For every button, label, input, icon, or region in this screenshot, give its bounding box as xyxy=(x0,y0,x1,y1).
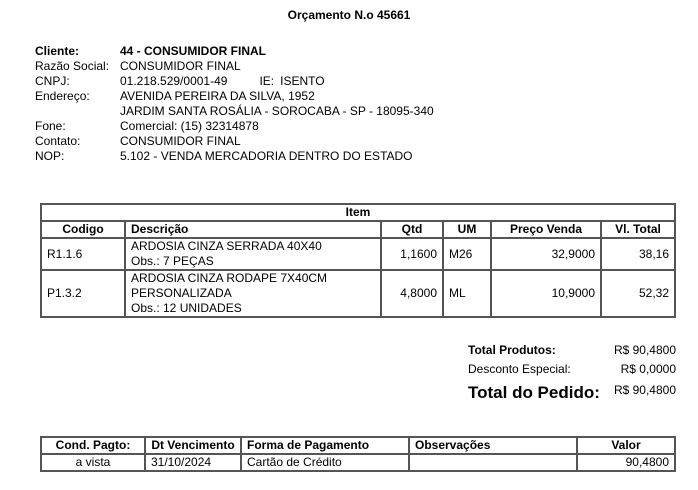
item-qtd: 4,8000 xyxy=(381,270,443,317)
item-descricao-line: ARDOSIA CINZA SERRADA 40X40 xyxy=(131,239,322,253)
ie-label: IE: xyxy=(259,74,275,88)
payment-valor: 90,4800 xyxy=(577,454,675,471)
header-cond-pagto: Cond. Pagto: xyxy=(41,437,145,454)
cnpj-label: CNPJ: xyxy=(35,74,70,88)
payment-forma: Cartão de Crédito xyxy=(241,454,409,471)
item-codigo: R1.1.6 xyxy=(41,238,125,270)
desconto-label: Desconto Especial: xyxy=(468,362,571,376)
item-um: M26 xyxy=(443,238,491,270)
contato-value: CONSUMIDOR FINAL xyxy=(120,134,241,148)
header-um: UM xyxy=(443,221,491,238)
payment-vencimento: 31/10/2024 xyxy=(145,454,241,471)
item-total: 52,32 xyxy=(601,270,675,317)
item-descricao xyxy=(125,270,381,317)
nop-label: NOP: xyxy=(35,149,65,163)
total-pedido-row xyxy=(468,381,678,405)
payments-header-row xyxy=(41,437,675,454)
header-codigo: Codigo xyxy=(41,221,125,238)
header-forma-pagamento: Forma de Pagamento xyxy=(241,437,409,454)
payments-table xyxy=(40,436,676,472)
item-descricao xyxy=(125,238,381,270)
item-preco: 32,9000 xyxy=(491,238,601,270)
header-qtd: Qtd xyxy=(381,221,443,238)
payment-cond: a vista xyxy=(41,454,145,471)
payment-obs xyxy=(409,454,577,471)
item-qtd: 1,1600 xyxy=(381,238,443,270)
item-obs: Obs.: 12 UNIDADES xyxy=(131,301,242,315)
totals-block xyxy=(468,343,678,405)
endereco-row xyxy=(35,89,434,104)
total-pedido-label: Total do Pedido: xyxy=(468,383,600,402)
header-dt-vencimento: Dt Vencimento xyxy=(145,437,241,454)
cliente-label: Cliente: xyxy=(35,44,80,58)
endereco-row-2 xyxy=(35,104,434,119)
razao-label: Razão Social: xyxy=(35,59,110,73)
fone-row xyxy=(35,119,434,134)
item-codigo: P1.3.2 xyxy=(41,270,125,317)
item-total: 38,16 xyxy=(601,238,675,270)
fone-value: Comercial: (15) 32314878 xyxy=(120,119,259,133)
nop-row xyxy=(35,149,434,164)
customer-info xyxy=(35,44,434,164)
cnpj-row xyxy=(35,74,434,89)
contato-row xyxy=(35,134,434,149)
endereco-line2: JARDIM SANTA ROSÁLIA - SOROCABA - SP - 18095-340 xyxy=(120,104,434,118)
razao-value: CONSUMIDOR FINAL xyxy=(120,59,241,73)
table-row xyxy=(41,238,675,270)
header-valor: Valor xyxy=(577,437,675,454)
document-title: Orçamento N.o 45661 xyxy=(287,8,411,22)
total-pedido-value: R$ 90,4800 xyxy=(613,383,676,397)
header-observacoes: Observações xyxy=(409,437,577,454)
item-descricao-line: PERSONALIZADA xyxy=(131,286,232,300)
header-descricao: Descrição xyxy=(125,221,381,238)
items-table xyxy=(40,203,676,318)
endereco-line1: AVENIDA PEREIRA DA SILVA, 1952 xyxy=(120,89,315,103)
item-preco: 10,9000 xyxy=(491,270,601,317)
cliente-row xyxy=(35,44,434,59)
nop-value: 5.102 - VENDA MERCADORIA DENTRO DO ESTADO xyxy=(120,149,413,163)
endereco-label: Endereço: xyxy=(35,89,90,103)
item-descricao-line: ARDOSIA CINZA RODAPE 7X40CM xyxy=(131,271,328,285)
total-produtos-value: R$ 90,4800 xyxy=(613,343,676,357)
item-um: ML xyxy=(443,270,491,317)
desconto-row xyxy=(468,362,678,381)
table-row xyxy=(41,270,675,317)
items-section-title: Item xyxy=(41,204,675,221)
total-produtos-row xyxy=(468,343,678,362)
desconto-value: R$ 0,0000 xyxy=(620,362,676,376)
ie-value: ISENTO xyxy=(280,74,325,88)
table-row xyxy=(41,454,675,471)
contato-label: Contato: xyxy=(35,134,81,148)
razao-row xyxy=(35,59,434,74)
cnpj-value: 01.218.529/0001-49 xyxy=(120,74,228,88)
items-section-row xyxy=(41,204,675,221)
fone-label: Fone: xyxy=(35,119,66,133)
item-obs: Obs.: 7 PEÇAS xyxy=(131,254,214,268)
header-total: Vl. Total xyxy=(601,221,675,238)
total-produtos-label: Total Produtos: xyxy=(468,343,556,357)
header-preco: Preço Venda xyxy=(491,221,601,238)
items-header-row xyxy=(41,221,675,238)
cliente-value: 44 - CONSUMIDOR FINAL xyxy=(120,44,267,58)
